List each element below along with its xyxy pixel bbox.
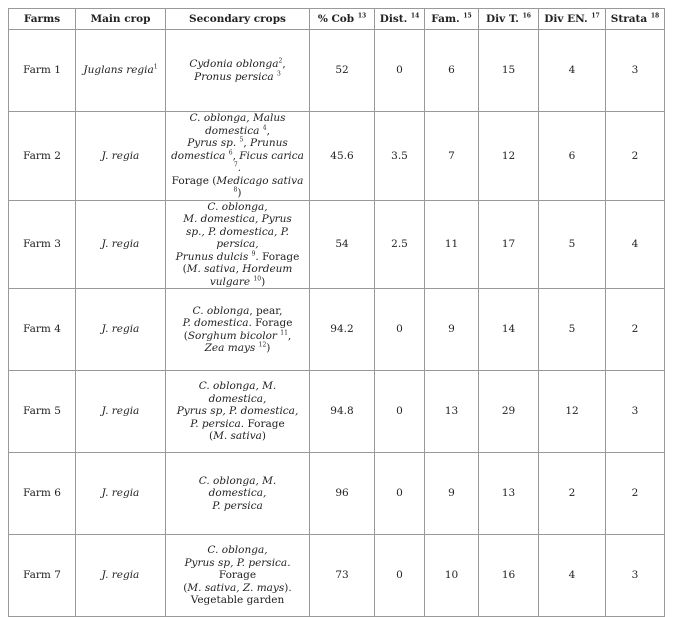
crop-text: ( — [208, 430, 214, 443]
cell-value: 0 — [396, 405, 403, 418]
cell-value: 13 — [444, 405, 459, 418]
footnote-mark: 1 — [153, 63, 158, 71]
cell-fam — [425, 289, 479, 371]
cell-value: 3 — [631, 569, 639, 582]
header-div-en — [539, 9, 606, 30]
crop-text: ) — [237, 187, 242, 199]
farm-comparison-table — [8, 8, 665, 617]
cell-secondary-crops — [166, 200, 310, 289]
crop-text: Forage ( — [171, 174, 217, 187]
crop-text: J. regia — [101, 149, 140, 162]
cell-farm — [9, 371, 76, 453]
cell-value: 5 — [568, 323, 576, 336]
cell-secondary-crops — [166, 112, 310, 201]
crop-text: . Forage — [218, 556, 291, 582]
cell-div-t — [479, 200, 539, 289]
table-header-row — [9, 9, 665, 30]
table-row — [9, 200, 665, 289]
cell-fam — [425, 200, 479, 289]
cell-farm — [9, 535, 76, 617]
crop-text: , — [287, 329, 292, 342]
cell-value: 96 — [335, 487, 349, 500]
crop-text: , — [232, 149, 240, 162]
cell-value: 52 — [335, 64, 349, 77]
cell-value: Farm 1 — [23, 64, 61, 77]
crop-text: M. sativa, Z. mays — [187, 581, 285, 594]
crop-text: Sorghum bicolor — [187, 329, 277, 342]
footnote-mark: 9 — [251, 250, 256, 257]
cell-dist — [375, 200, 425, 289]
cell-value: 45.6 — [330, 149, 354, 162]
cell-fam — [425, 535, 479, 617]
crop-text: Pyrus sp, P. domestica, — [176, 405, 299, 418]
cell-secondary-crops — [166, 30, 310, 112]
cell-value: 5 — [568, 238, 576, 250]
crop-text: Juglans regia — [83, 64, 154, 77]
crop-text: , pear, — [249, 304, 283, 317]
cell-value: 29 — [501, 405, 516, 418]
crop-text: P. persica — [190, 417, 241, 430]
cell-value: 9 — [448, 323, 455, 336]
cell-strata — [606, 30, 665, 112]
header-div-t — [479, 9, 539, 30]
header-label: Fam. — [431, 12, 460, 25]
footnote-mark: 10 — [253, 275, 262, 282]
header-label: Div EN. — [544, 12, 588, 25]
cell-div-t — [479, 371, 539, 453]
cell-strata — [606, 200, 665, 289]
table-body — [9, 30, 665, 617]
table-row — [9, 453, 665, 535]
cell-value: Farm 5 — [23, 405, 61, 418]
header-strata — [606, 9, 665, 30]
cell-value: 7 — [448, 149, 455, 162]
cell-secondary-crops — [166, 289, 310, 371]
cell-main-crop — [76, 112, 166, 201]
cell-value: 2 — [631, 149, 639, 162]
crop-text: Pronus persica — [194, 70, 274, 83]
cell-div-t — [479, 30, 539, 112]
crop-text: sp., P. domestica, P. persica, — [185, 225, 289, 250]
header-label: % Cob — [317, 12, 355, 25]
cell-strata — [606, 453, 665, 535]
footnote-mark: 2 — [278, 57, 283, 65]
cell-cob — [310, 112, 375, 201]
cell-farm — [9, 200, 76, 289]
cell-fam — [425, 453, 479, 535]
header-footnote: 14 — [410, 12, 420, 20]
crop-text: ( — [183, 581, 188, 594]
cell-value: 94.8 — [330, 405, 354, 418]
cell-value: 2 — [568, 487, 576, 500]
header-footnote: 13 — [357, 12, 367, 20]
header-footnote: 16 — [522, 12, 531, 20]
header-label: Dist. — [379, 12, 408, 25]
cell-fam — [425, 30, 479, 112]
crop-text: ) — [266, 342, 271, 354]
crop-text: Vegetable garden — [190, 594, 285, 607]
crop-text: Medicago sativa — [216, 174, 304, 187]
cell-div-t — [479, 535, 539, 617]
header-secondary-crops — [166, 9, 310, 30]
footnote-mark: 8 — [233, 186, 238, 194]
cell-secondary-crops — [166, 535, 310, 617]
cell-value: Farm 2 — [23, 149, 61, 162]
crop-text: vulgare — [209, 275, 251, 288]
cell-secondary-crops — [166, 453, 310, 535]
cell-dist — [375, 30, 425, 112]
cell-cob — [310, 535, 375, 617]
header-footnote: 15 — [463, 12, 472, 20]
crop-text: ( — [183, 329, 188, 342]
crop-text: M. sativa, Hordeum — [186, 263, 293, 275]
cell-value: 0 — [396, 487, 403, 500]
header-label: Main crop — [90, 12, 151, 25]
crop-text: C. oblonga — [192, 304, 250, 317]
crop-text: C. oblonga, Malus — [189, 112, 286, 124]
cell-farm — [9, 112, 76, 201]
crop-text: Pyrus sp. — [187, 137, 237, 149]
cell-value: 0 — [396, 323, 403, 336]
cell-div-en — [539, 112, 606, 201]
cell-div-t — [479, 289, 539, 371]
crop-text: Ficus carica — [239, 149, 304, 162]
crop-text: ( — [182, 263, 187, 275]
table-row — [9, 289, 665, 371]
crop-text: C. oblonga, — [207, 544, 268, 557]
cell-cob — [310, 289, 375, 371]
header-label: Strata — [610, 12, 648, 25]
crop-text: Prunus — [250, 137, 288, 149]
cell-main-crop — [76, 30, 166, 112]
footnote-mark: 4 — [262, 124, 267, 131]
cell-value: Farm 4 — [23, 323, 61, 336]
footnote-mark: 6 — [228, 149, 233, 156]
cell-value: 6 — [568, 149, 576, 162]
crop-text: J. regia — [101, 323, 140, 336]
cell-dist — [375, 535, 425, 617]
footnote-mark: 3 — [277, 70, 281, 77]
crop-text: ) — [261, 275, 266, 288]
header-label: Secondary crops — [189, 12, 286, 25]
crop-text: domestica — [205, 124, 260, 137]
cell-value: 14 — [501, 323, 516, 336]
crop-text: Prunus dulcis — [175, 250, 249, 263]
crop-text: domestica — [171, 149, 226, 162]
crop-text: Pyrus sp, P. persica — [184, 556, 288, 569]
cell-value: 94.2 — [330, 323, 354, 336]
cell-main-crop — [76, 453, 166, 535]
cell-div-en — [539, 289, 606, 371]
crop-text: ). — [284, 581, 292, 594]
cell-value: 16 — [501, 569, 516, 582]
cell-dist — [375, 112, 425, 201]
footnote-mark: 7 — [233, 161, 238, 169]
cell-value: 11 — [444, 238, 459, 250]
cell-value: 0 — [396, 64, 403, 77]
crop-text: , — [282, 58, 286, 70]
cell-value: 12 — [501, 149, 516, 162]
crop-text: J. regia — [101, 487, 140, 500]
cell-value: 2 — [631, 487, 639, 500]
cell-value: Farm 6 — [23, 487, 61, 500]
footnote-mark: 5 — [239, 136, 244, 144]
crop-text: C. oblonga, M. domestica, — [198, 380, 277, 405]
cell-strata — [606, 535, 665, 617]
header-footnote: 18 — [650, 12, 660, 20]
cell-secondary-crops — [166, 371, 310, 453]
cell-dist — [375, 453, 425, 535]
crop-text: Cydonia oblonga — [189, 58, 279, 70]
table-row — [9, 535, 665, 617]
crop-text: . Forage — [255, 250, 300, 263]
crop-text: , — [243, 137, 251, 149]
cell-value: Farm 7 — [23, 569, 61, 582]
cell-value: 3 — [631, 405, 639, 418]
table-row — [9, 112, 665, 201]
crop-text: C. oblonga, — [207, 200, 268, 213]
cell-div-en — [539, 453, 606, 535]
crop-text: . Forage — [240, 417, 285, 430]
cell-strata — [606, 112, 665, 201]
cell-value: 0 — [396, 569, 403, 582]
cell-strata — [606, 289, 665, 371]
cell-cob — [310, 453, 375, 535]
cell-farm — [9, 30, 76, 112]
cell-value: 4 — [631, 238, 639, 250]
crop-text: , — [266, 124, 270, 137]
crop-text: M. domestica, Pyrus — [183, 213, 292, 225]
crop-text: M. sativa — [213, 430, 262, 443]
table-row — [9, 30, 665, 112]
crop-text: . Forage — [248, 317, 293, 329]
cell-value: 10 — [444, 569, 459, 582]
cell-div-en — [539, 535, 606, 617]
crop-text: J. regia — [101, 569, 140, 582]
crop-text: J. regia — [101, 238, 140, 250]
crop-text: J. regia — [101, 405, 140, 418]
crop-text: . — [237, 162, 242, 174]
header-cob — [310, 9, 375, 30]
cell-div-t — [479, 453, 539, 535]
cell-value: 3.5 — [391, 149, 408, 162]
cell-value: 17 — [501, 238, 516, 250]
footnote-mark: 11 — [280, 329, 288, 336]
header-footnote: 17 — [591, 12, 600, 20]
cell-main-crop — [76, 289, 166, 371]
cell-fam — [425, 371, 479, 453]
crop-text: C. oblonga, M. domestica, — [198, 474, 277, 500]
header-farms — [9, 9, 76, 30]
header-label: Div T. — [486, 12, 519, 25]
crop-text: P. persica — [212, 499, 263, 512]
cell-value: 54 — [335, 238, 349, 250]
cell-value: 15 — [501, 64, 516, 77]
cell-value: 12 — [565, 405, 579, 418]
cell-div-t — [479, 112, 539, 201]
cell-div-en — [539, 200, 606, 289]
cell-strata — [606, 371, 665, 453]
cell-value: 2 — [631, 323, 639, 336]
cell-div-en — [539, 371, 606, 453]
cell-value: 3 — [631, 64, 639, 77]
cell-cob — [310, 30, 375, 112]
cell-div-en — [539, 30, 606, 112]
header-dist — [375, 9, 425, 30]
cell-main-crop — [76, 535, 166, 617]
crop-text: P. domestica — [182, 317, 249, 329]
cell-value: 9 — [448, 487, 455, 500]
cell-farm — [9, 453, 76, 535]
cell-value: 4 — [568, 569, 576, 582]
cell-value: 2.5 — [391, 238, 408, 250]
cell-value: 4 — [568, 64, 576, 77]
header-fam — [425, 9, 479, 30]
cell-dist — [375, 289, 425, 371]
table-row — [9, 371, 665, 453]
footnote-mark: 12 — [258, 341, 267, 349]
cell-farm — [9, 289, 76, 371]
cell-main-crop — [76, 371, 166, 453]
cell-value: 6 — [448, 64, 455, 77]
cell-value: Farm 3 — [23, 238, 61, 250]
cell-value: 73 — [335, 569, 349, 582]
cell-cob — [310, 371, 375, 453]
header-main-crop — [76, 9, 166, 30]
crop-text: Zea mays — [204, 342, 256, 354]
cell-fam — [425, 112, 479, 201]
crop-text: ) — [261, 430, 267, 443]
header-label: Farms — [23, 12, 61, 25]
cell-main-crop — [76, 200, 166, 289]
cell-dist — [375, 371, 425, 453]
cell-cob — [310, 200, 375, 289]
cell-value: 13 — [501, 487, 516, 500]
